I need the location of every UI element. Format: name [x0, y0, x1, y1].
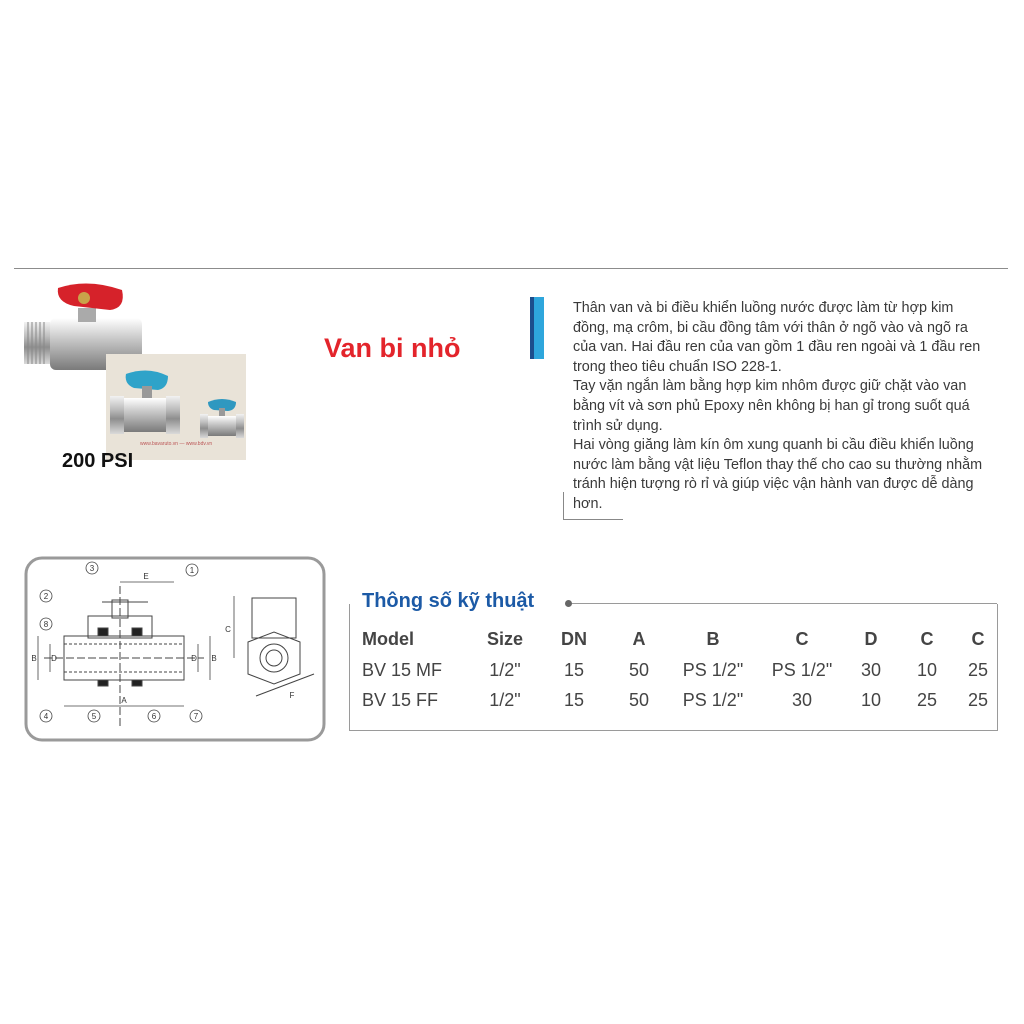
- table-cell: 10: [860, 690, 882, 710]
- table-cell: PS 1/2": [682, 660, 744, 680]
- spec-title-rule: [570, 603, 997, 604]
- table-cell: 50: [628, 660, 650, 680]
- description-bracket: [563, 519, 623, 520]
- description-bracket: [563, 492, 564, 520]
- table-cell: BV 15 MF: [362, 660, 443, 680]
- description-paragraph: Hai vòng giăng làm kín ôm xung quanh bi cầu điều khiển luồng nước làm bằng vật liệu Teflon thay thế cho cao su thường nhằm tránh hiện tượng rò rỉ và giúp việc vận hành van được dễ dàng hơn.: [573, 437, 983, 512]
- photo-watermark: www.bavaruto.vn — www.bdv.vn: [140, 441, 213, 447]
- col-header-d: D: [864, 629, 878, 649]
- callout-4: 4: [43, 712, 49, 721]
- table-cell: 25: [967, 690, 989, 710]
- col-header-c2: C: [920, 629, 934, 649]
- callout-2: 2: [43, 592, 49, 601]
- main-valve-image: [18, 278, 248, 478]
- product-title: Van bi nhỏ: [324, 333, 461, 363]
- table-cell: 1/2": [489, 690, 521, 710]
- dim-label-e: E: [143, 572, 149, 581]
- dim-label-d-right: D: [191, 654, 197, 663]
- table-cell: PS 1/2": [771, 660, 833, 680]
- description: [573, 299, 993, 515]
- description-paragraph: Tay vặn ngắn làm bằng hợp kim nhôm được giữ chặt vào van bằng vít và sơn phủ Epoxy nên không bị han gỉ trong suốt quá trình sử dụng.: [573, 378, 970, 434]
- table-cell: 30: [791, 690, 813, 710]
- table-cell: 15: [563, 690, 585, 710]
- table-cell: 25: [967, 660, 989, 680]
- table-cell: 15: [563, 660, 585, 680]
- table-cell: PS 1/2": [682, 690, 744, 710]
- description-paragraph: Thân van và bi điều khiển luồng nước được làm từ hợp kim đồng, mạ crôm, bi cầu đồng tâm với thân ở ngõ vào và ngõ ra của van. Hai đầu ren của van gồm 1 đầu ren ngoài và 1 đầu ren trong theo tiêu chuẩn ISO 228-1.: [573, 300, 981, 375]
- callout-7: 7: [193, 712, 199, 721]
- callout-3: 3: [89, 564, 95, 573]
- col-header-a: A: [632, 629, 646, 649]
- table-cell: 30: [860, 660, 882, 680]
- callout-5: 5: [91, 712, 97, 721]
- col-header-model: Model: [362, 629, 414, 649]
- col-header-c3: C: [971, 629, 985, 649]
- dim-label-f: F: [289, 691, 295, 700]
- col-header-size: Size: [486, 629, 524, 649]
- table-cell: 25: [916, 690, 938, 710]
- table-cell: 10: [916, 660, 938, 680]
- spec-title-dot: [565, 600, 572, 607]
- callout-6: 6: [151, 712, 157, 721]
- callout-8: 8: [43, 620, 49, 629]
- col-header-c: C: [795, 629, 809, 649]
- pressure-label: 200 PSI: [62, 450, 134, 472]
- table-cell: 1/2": [489, 660, 521, 680]
- table-cell: 50: [628, 690, 650, 710]
- dim-label-c: C: [225, 625, 231, 634]
- technical-diagram: [24, 556, 326, 742]
- product-photo: [18, 278, 248, 478]
- description-accent-bar: [530, 297, 544, 359]
- spec-title: Thông số kỹ thuật: [362, 590, 540, 613]
- callout-1: 1: [189, 566, 195, 575]
- col-header-dn: DN: [561, 629, 587, 649]
- dim-label-d-left: D: [51, 654, 57, 663]
- dim-label-b-right: B: [211, 654, 217, 663]
- top-divider: [14, 268, 1008, 269]
- spec-table-frame: [349, 604, 998, 731]
- dim-label-b-left: B: [31, 654, 37, 663]
- col-header-b: B: [706, 629, 720, 649]
- dim-label-a: A: [121, 696, 127, 705]
- table-cell: BV 15 FF: [362, 690, 439, 710]
